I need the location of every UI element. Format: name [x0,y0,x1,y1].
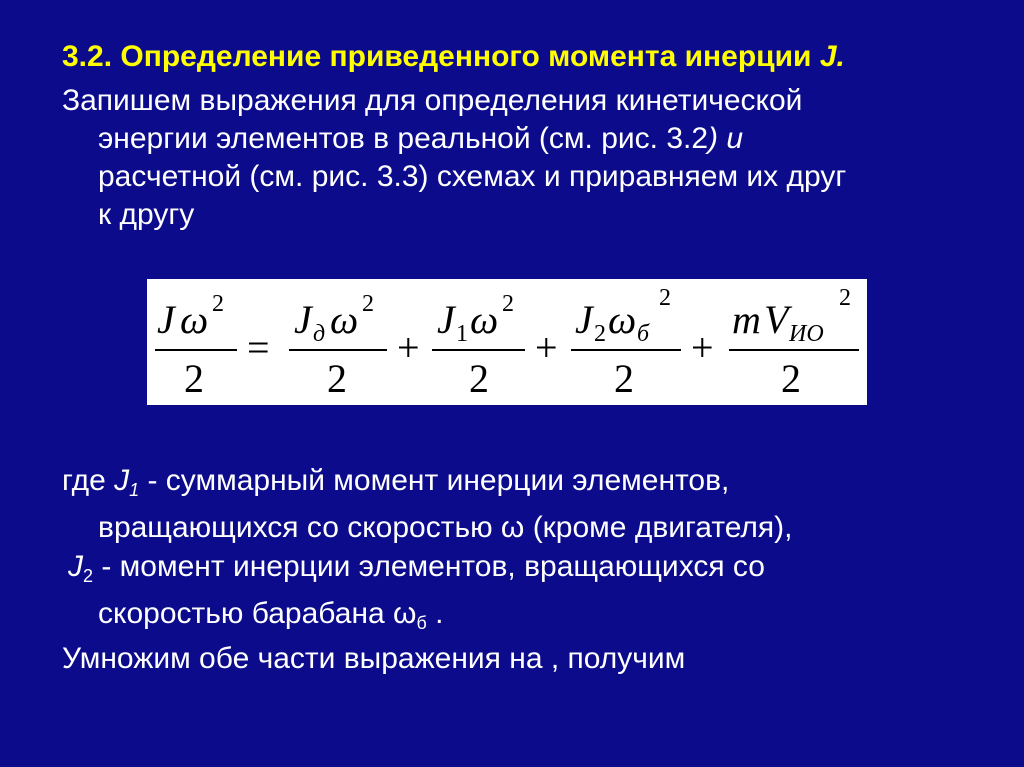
term-4-omega: ω [608,297,637,342]
conclusion: Умножим обе части выражения на , получим [62,642,686,675]
j2-text-1: - момент инерции элементов, вращающихся со [93,550,765,583]
term-3-exp: 2 [502,291,514,317]
where-line-1 [62,462,982,509]
equals-sign: = [247,325,270,370]
title-text: 3.2. Определение приведенного момента инерции [62,40,820,73]
kinetic-energy-formula [147,279,867,405]
term-1-exp: 2 [212,291,224,317]
intro-line-2-italic: ) и [708,122,744,155]
intro-line-3: расчетной (см. рис. 3.3) схемах и приравняем их друг [98,160,847,193]
j2-line-2 [68,595,988,642]
term-5-exp: 2 [839,285,851,311]
intro-line-2-text: энергии элементов в реальной (см. рис. 3.2 [98,122,709,155]
omega-b-subscript: б [416,613,427,633]
plus-sign-3: + [691,325,714,370]
term-3-sub: 1 [456,321,468,347]
plus-sign-1: + [397,325,420,370]
term-2-j: J [294,297,312,342]
j2-subscript: 2 [83,566,94,586]
term-3-den: 2 [469,356,489,401]
intro-paragraph [62,82,982,234]
j2-text-end: . [426,597,444,630]
where-line-2: вращающихся со скоростью ω (кроме двигателя), [98,511,793,544]
term-1-j: J [157,297,175,342]
term-4-sub: 2 [594,321,606,347]
term-4-omega-sub: б [637,321,650,347]
term-2-omega: ω [330,297,359,342]
term-2-den: 2 [327,356,347,401]
term-2 [289,291,387,401]
j2-line-1 [68,548,988,595]
term-1-omega: ω [180,297,209,342]
plus-sign-2: + [535,325,558,370]
intro-line-2 [62,120,982,158]
j1-subscript: 1 [129,480,140,500]
j2-text-2: скоростью барабана ω [98,597,417,630]
j1-symbol: J [114,464,130,497]
term-4-den: 2 [614,356,634,401]
term-5-m: m [732,297,761,342]
term-3-omega: ω [470,297,499,342]
term-4-j: J [575,297,593,342]
j2-paragraph [68,548,988,642]
formula-box [147,279,867,405]
term-5 [729,285,859,401]
where-text-1: - суммарный момент инерции элементов, [139,464,730,497]
term-3-j: J [437,297,455,342]
title-symbol: J. [819,40,845,73]
term-2-exp: 2 [362,291,374,317]
where-prefix: где [62,464,115,497]
slide-title [62,40,845,74]
term-4-exp: 2 [659,285,671,311]
where-paragraph [62,462,982,547]
intro-line-4: к другу [98,198,195,231]
term-5-sub: ИО [789,321,824,347]
term-4 [571,285,681,401]
term-1 [155,291,237,401]
intro-line-1: Запишем выражения для определения кинетической [62,84,803,117]
term-5-den: 2 [781,356,801,401]
term-5-v: V [764,297,789,342]
term-2-sub: д [313,321,326,347]
j2-symbol: J [68,550,83,583]
term-1-den: 2 [184,356,204,401]
term-3 [432,291,525,401]
